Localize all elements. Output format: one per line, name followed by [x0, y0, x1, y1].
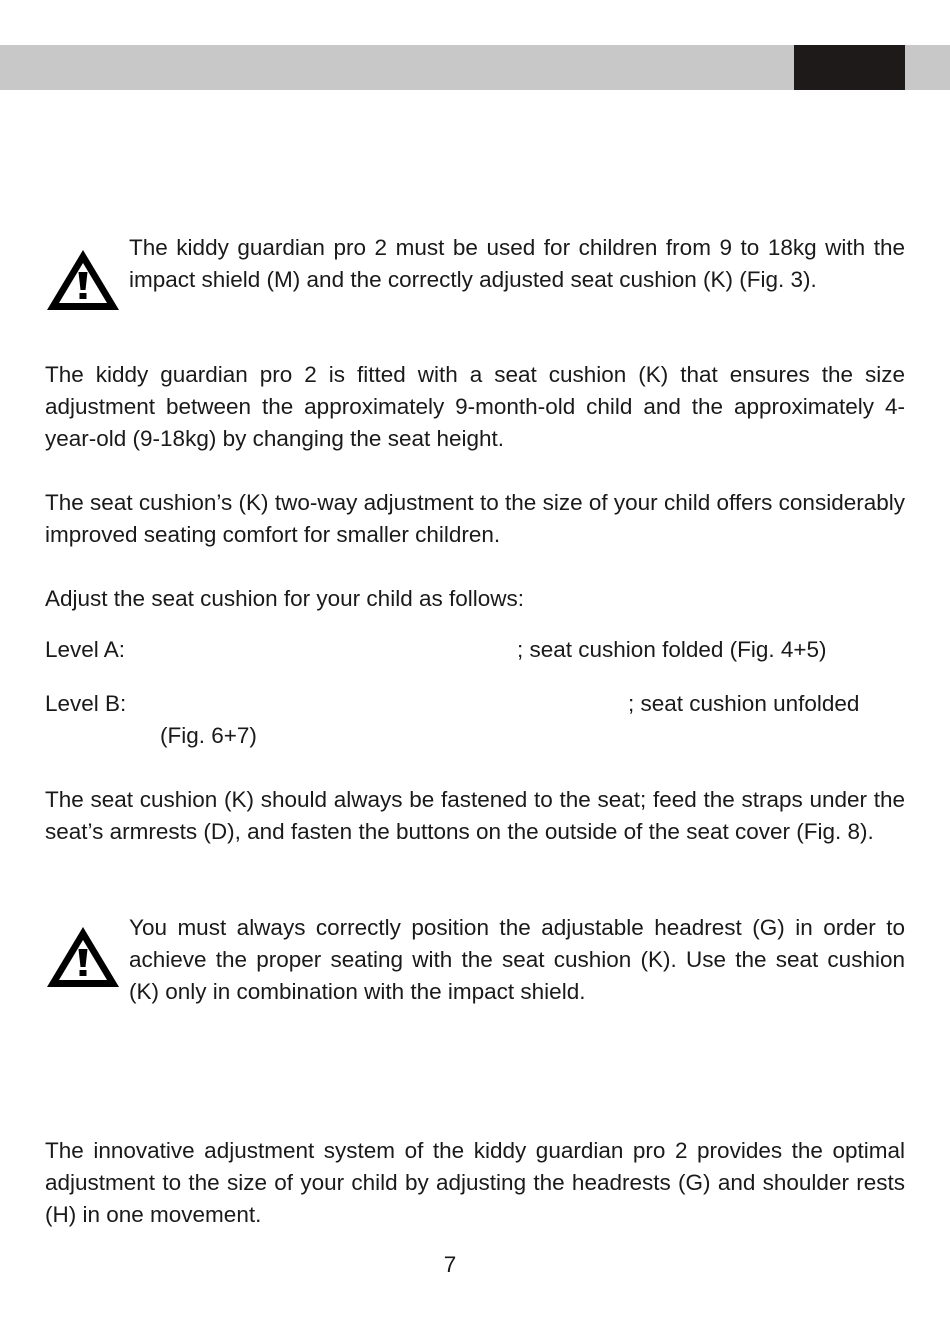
paragraph-seat-cushion-intro: The kiddy guardian pro 2 is fitted with a seat cushion (K) that ensures the size adjustment between the approximately 9-month-old child and the approximately 4-year-old (9-18kg) by changing the seat height.	[45, 362, 905, 451]
warning-triangle-icon	[45, 248, 121, 312]
paragraph-fasten-cushion: The seat cushion (K) should always be fastened to the seat; feed the straps under the seat’s armrests (D), and fasten the buttons on the outside of the seat cover (Fig. 8).	[45, 787, 905, 844]
level-b-label: Level B:	[45, 691, 127, 716]
warning-text-headrest: You must always correctly position the adjustable headrest (G) in order to achieve the proper seating with the seat cushion (K). Use the seat cushion (K) only in combination with the impact shield.	[129, 915, 905, 1004]
page-number: 7	[443, 1252, 457, 1277]
level-a-description: ; seat cushion folded (Fig. 4+5)	[517, 637, 827, 662]
header-tab-block	[794, 45, 905, 90]
level-b-figure-reference: (Fig. 6+7)	[160, 723, 257, 748]
paragraph-two-way-adjustment: The seat cushion’s (K) two-way adjustment to the size of your child offers considerably improved seating comfort for smaller children.	[45, 490, 905, 547]
paragraph-adjust-instructions: Adjust the seat cushion for your child as follows:	[45, 586, 524, 611]
level-a-label: Level A:	[45, 637, 126, 662]
warning-triangle-icon	[45, 925, 121, 989]
warning-text-usage: The kiddy guardian pro 2 must be used for children from 9 to 18kg with the impact shield (M) and the correctly adjusted seat cushion (K) (Fig. 3).	[129, 235, 905, 292]
paragraph-adjustment-system: The innovative adjustment system of the kiddy guardian pro 2 provides the optimal adjustment to the size of your child by adjusting the headrests (G) and shoulder rests (H) in one movement.	[45, 1138, 905, 1227]
level-b-description: ; seat cushion unfolded	[628, 691, 860, 716]
